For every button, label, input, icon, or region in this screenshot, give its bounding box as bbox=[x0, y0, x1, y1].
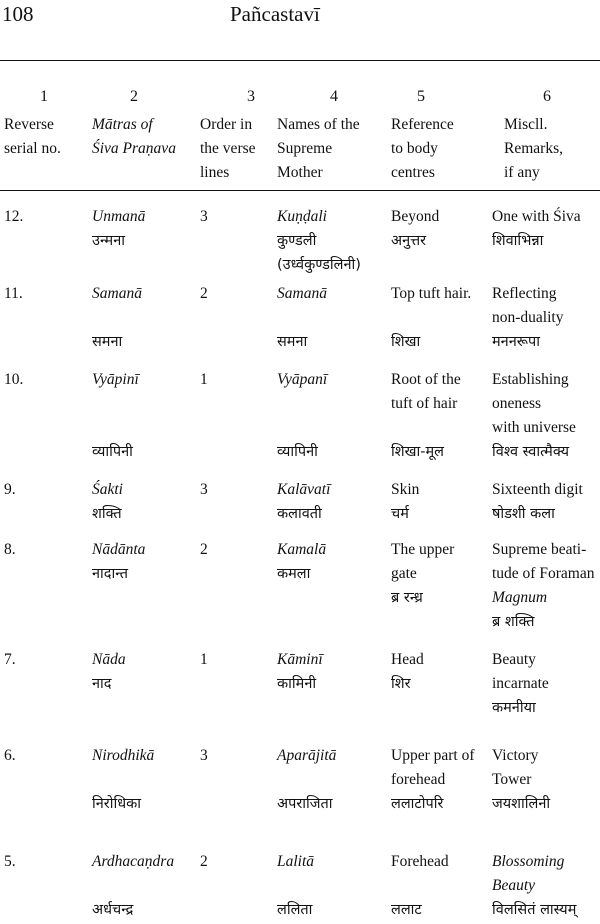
cell-order: 3 bbox=[200, 208, 208, 225]
cell-remarks: Beauty incarnate कमनीया bbox=[492, 651, 549, 716]
cell-reference: Forehead ललाट bbox=[391, 853, 449, 918]
cell-name: Kuṇḍali कुण्डली (उर्ध्वकुण्डलिनी) bbox=[277, 208, 361, 273]
cell-remarks: Reflecting non-duality मननरूपा bbox=[492, 285, 564, 350]
cell-matra: Vyāpinī व्यापिनी bbox=[92, 371, 139, 460]
column-header-order: Order in the verse lines bbox=[200, 116, 256, 181]
cell-remarks: Sixteenth digit षोडशी कला bbox=[492, 481, 583, 522]
cell-matra: Unmanā उन्मना bbox=[92, 208, 146, 249]
cell-matra: Samanā समना bbox=[92, 285, 142, 350]
cell-order: 2 bbox=[200, 285, 208, 302]
page-header bbox=[0, 0, 600, 40]
cell-remarks: Supreme beati- tude of Foraman Magnum ब्र शक्ति bbox=[492, 541, 595, 630]
page-number: 108 bbox=[2, 2, 34, 26]
cell-order: 3 bbox=[200, 747, 208, 764]
cell-matra: Nirodhikā निरोधिका bbox=[92, 747, 155, 812]
cell-reference: Upper part of forehead ललाटोपरि bbox=[391, 747, 475, 812]
cell-serial: 12. bbox=[4, 208, 24, 225]
column-number: 1 bbox=[40, 88, 48, 105]
column-number: 3 bbox=[247, 88, 255, 105]
column-number: 4 bbox=[330, 88, 338, 105]
cell-serial: 8. bbox=[4, 541, 16, 558]
cell-serial: 6. bbox=[4, 747, 16, 764]
column-number: 5 bbox=[417, 88, 425, 105]
cell-matra: Nāda नाद bbox=[92, 651, 126, 692]
column-header-reference: Reference to body centres bbox=[391, 116, 454, 181]
cell-order: 3 bbox=[200, 481, 208, 498]
cell-reference: The upper gate ब्र रन्ध्र bbox=[391, 541, 455, 606]
cell-matra: Nādānta नादान्त bbox=[92, 541, 146, 582]
cell-matra: Śakti शक्ति bbox=[92, 481, 123, 522]
column-number: 6 bbox=[543, 88, 551, 105]
cell-serial: 9. bbox=[4, 481, 16, 498]
cell-serial: 10. bbox=[4, 371, 24, 388]
cell-reference: Beyond अनुत्तर bbox=[391, 208, 440, 249]
cell-reference: Top tuft hair. शिखा bbox=[391, 285, 472, 350]
cell-remarks: Establishing oneness with universe विश्व स्वात्मैक्य bbox=[492, 371, 576, 460]
cell-reference: Root of the tuft of hair शिखा-मूल bbox=[391, 371, 461, 460]
cell-name: Lalitā ललिता bbox=[277, 853, 315, 918]
cell-name: Kāminī कामिनी bbox=[277, 651, 323, 692]
cell-order: 1 bbox=[200, 371, 208, 388]
column-header-remarks: Miscll. Remarks, if any bbox=[504, 116, 563, 181]
header-rule bbox=[0, 190, 600, 191]
cell-remarks: Blossoming Beauty विलसितं लास्यम् bbox=[492, 853, 577, 918]
column-number: 2 bbox=[130, 88, 138, 105]
cell-name: Kalāvatī कलावती bbox=[277, 481, 331, 522]
top-rule bbox=[0, 60, 600, 61]
cell-remarks: Victory Tower जयशालिनी bbox=[492, 747, 551, 812]
cell-serial: 7. bbox=[4, 651, 16, 668]
cell-order: 2 bbox=[200, 541, 208, 558]
cell-reference: Head शिर bbox=[391, 651, 424, 692]
column-header-names: Names of the Supreme Mother bbox=[277, 116, 360, 181]
column-header-matras: Mātras of Śiva Praṇava bbox=[92, 116, 176, 157]
cell-matra: Ardhacaṇdra अर्धचन्द्र bbox=[92, 853, 175, 918]
cell-name: Vyāpanī व्यापिनी bbox=[277, 371, 328, 460]
cell-remarks: One with Śiva शिवाभिन्ना bbox=[492, 208, 581, 249]
cell-serial: 5. bbox=[4, 853, 16, 870]
cell-name: Samanā समना bbox=[277, 285, 327, 350]
running-title: Pañcastavī bbox=[230, 2, 320, 26]
column-header-serial: Reverse serial no. bbox=[4, 116, 61, 157]
cell-name: Kamalā कमला bbox=[277, 541, 327, 582]
cell-order: 2 bbox=[200, 853, 208, 870]
cell-name: Aparājitā अपराजिता bbox=[277, 747, 337, 812]
cell-reference: Skin चर्म bbox=[391, 481, 420, 522]
cell-serial: 11. bbox=[4, 285, 23, 302]
cell-order: 1 bbox=[200, 651, 208, 668]
